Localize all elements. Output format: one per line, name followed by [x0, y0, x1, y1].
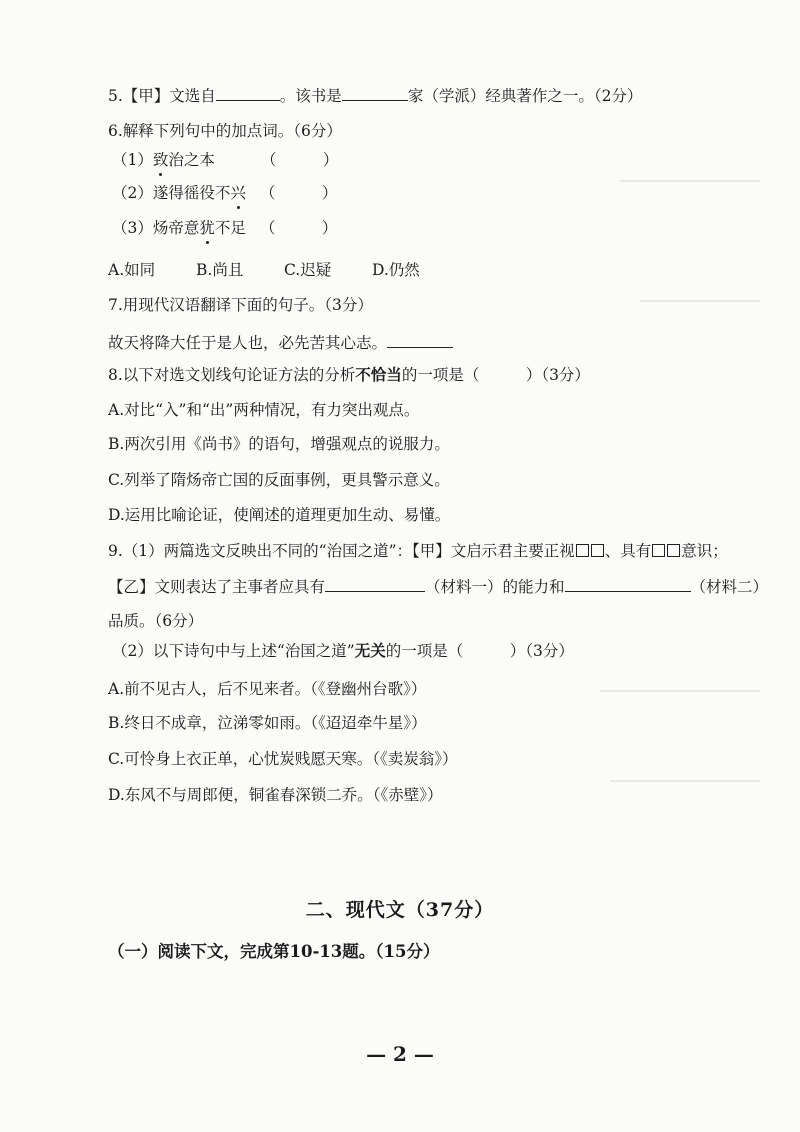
answer-box[interactable] — [667, 544, 680, 557]
question-9-option: A.前不见古人，后不见来者。（《登幽州台歌》） — [108, 680, 427, 698]
subsection-title: （一）阅读下文，完成第10-13题。（15分） — [108, 942, 440, 961]
question-8-option: D.运用比喻论证，使阐述的道理更加生动、易懂。 — [108, 506, 451, 524]
question-9-part1-end: 品质。（6分） — [108, 612, 204, 630]
answer-paren[interactable]: （ ） — [259, 184, 338, 202]
question-9-part1-cont: 【乙】文则表达了主事者应具有 （材料一）的能力和 （材料二） — [108, 575, 760, 598]
answer-box[interactable] — [652, 544, 665, 557]
question-9-option: D.东风不与周郎便，铜雀春深锁二乔。（《赤壁》） — [108, 786, 443, 804]
question-8-option: B.两次引用《尚书》的语句，增强观点的说服力。 — [108, 435, 450, 453]
question-6-item: （3）炀帝意犹不足 （ ） — [112, 219, 338, 237]
question-8-option: C.列举了隋炀帝亡国的反面事例，更具警示意义。 — [108, 471, 450, 489]
answer-paren[interactable]: （ ） — [260, 151, 339, 169]
question-6-stem: 6.解释下列句中的加点词。（6分） — [108, 122, 342, 140]
question-7-stem: 7.用现代汉语翻译下面的句子。（3分） — [108, 296, 373, 314]
question-9-part2-stem: （2）以下诗句中与上述“治国之道”无关的一项是（ ）（3分） — [112, 641, 574, 660]
answer-blank[interactable] — [387, 331, 453, 348]
question-6-item: （1）致治之本 （ ） — [112, 151, 339, 169]
question-6-item: （2）遂得徭役不兴 （ ） — [112, 184, 338, 202]
question-9-option: B.终日不成章，泣涕零如雨。（《迢迢牵牛星》） — [108, 714, 427, 732]
answer-paren[interactable]: （ ） — [259, 219, 338, 237]
section-title: 二、现代文（37分） — [305, 899, 495, 921]
answer-box[interactable] — [576, 544, 589, 557]
bleed-through-mark — [610, 780, 760, 782]
answer-blank[interactable] — [342, 84, 408, 101]
question-9-option: C.可怜身上衣正单，心忧炭贱愿天寒。（《卖炭翁》） — [108, 750, 458, 768]
question-7-sentence: 故天将降大任于是人也，必先苦其心志。 — [108, 331, 760, 354]
answer-blank[interactable] — [216, 84, 280, 101]
answer-blank[interactable] — [565, 575, 691, 592]
question-8-option: A.对比“入”和“出”两种情况，有力突出观点。 — [108, 401, 420, 419]
question-6-options: A.如同 B.尚且 C.迟疑 D.仍然 — [108, 261, 420, 279]
question-5: 5.【甲】文选自 。该书是 家（学派）经典著作之一。（2分） — [108, 84, 760, 107]
answer-blank[interactable] — [325, 575, 425, 592]
page-number: — 2 — — [366, 1042, 434, 1066]
question-9-part1: 9.（1）两篇选文反映出不同的“治国之道”：【甲】文启示君主要正视 、具有 意识； — [108, 542, 728, 560]
question-8-stem: 8.以下对选文划线句论证方法的分析不恰当的一项是（ ）（3分） — [108, 365, 590, 384]
answer-box[interactable] — [591, 544, 604, 557]
